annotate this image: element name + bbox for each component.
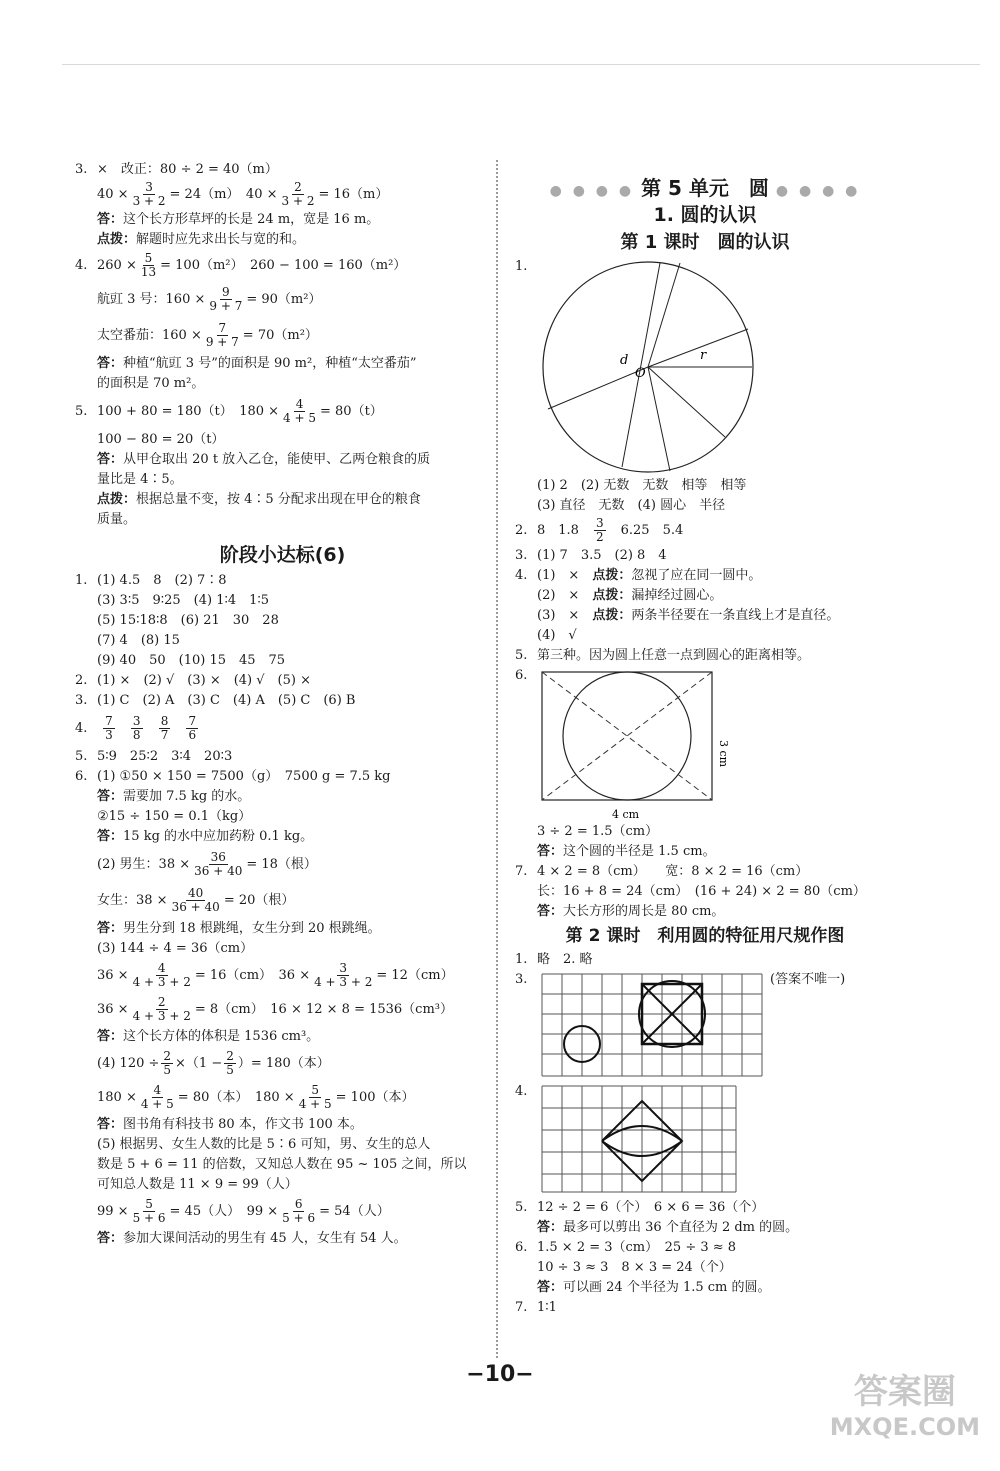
s1-row5: (9) 40 50 (10) 15 45 75 — [97, 653, 286, 668]
s6-a2: 答：需要加 7.5 kg 的水。 — [97, 789, 251, 804]
p5-answer2: 量比是 4∶5。 — [97, 472, 183, 487]
q7-line2: 长：16 + 8 = 24（cm） (16 + 24) × 2 = 80（cm） — [537, 884, 866, 899]
page-number: −10− — [466, 1362, 534, 1387]
q1-row2: (3) 直径 无数 (4) 圆心 半径 — [537, 498, 726, 513]
p3-line2: 40 × $\frac{3}{3 + 2}$ = 24（m） 40 × $\frac{2}{3 + 2}$ = 16（m） — [97, 180, 389, 208]
s6-e2: 数是 5 + 6 = 11 的倍数，又知总人数在 95 ~ 105 之间，所以 — [97, 1157, 467, 1172]
s1-row2: (3) 3∶5 9∶25 (4) 1∶4 1∶5 — [97, 593, 270, 608]
s1-row4: (7) 4 (8) 15 — [97, 633, 180, 648]
p5-line2: 100 − 80 = 20（t） — [97, 432, 225, 447]
circle-figure — [540, 259, 760, 474]
label-r: r — [700, 348, 707, 363]
label-d: d — [620, 353, 629, 368]
r7-row: 7. 1∶1 — [515, 1300, 557, 1315]
s1-row1: 1. (1) 4.5 8 (2) 7∶8 — [75, 573, 227, 588]
r5-line1: 5. 12 ÷ 2 = 6（个） 6 × 6 = 36（个） — [515, 1200, 765, 1215]
p3-line1: 3. × 改正：80 ÷ 2 = 40（m） — [75, 162, 278, 177]
unit-title: ● ● ● ● 第 5 单元 圆 ● ● ● ● — [549, 176, 861, 200]
s6-c4: 36 × $\frac{2}{4 + 3 + 2}$ = 8（cm） 16 × 12 × 8 = 1536（cm³） — [97, 995, 453, 1023]
s6-e6: 答：参加大课间活动的男生有 45 人，女生有 54 人。 — [97, 1231, 407, 1246]
q4-row2: (2) × 点拨：漏掉经过圆心。 — [537, 588, 723, 603]
s6-e3: 可知总人数是 11 × 9 = 99（人） — [97, 1177, 298, 1192]
p3-tip: 点拨：解题时应先求出长与宽的和。 — [97, 232, 306, 247]
lesson1-title: 第 1 课时 圆的认识 — [620, 232, 790, 253]
s6-d1: (4) 120 ÷ $\frac{2}{5}$ ×（1 − $\frac{2}{5}$ ）= 180（本） — [97, 1049, 330, 1077]
label-o: O — [635, 366, 646, 381]
q6-answer: 答：这个圆的半径是 1.5 cm。 — [537, 844, 716, 859]
p5-line1: 5. 100 + 80 = 180（t） 180 × $\frac{4}{4 + 5}$ = 80（t） — [75, 397, 383, 425]
s6-a1: 6. (1) ①50 × 150 = 7500（g） 7500 g = 7.5 kg — [75, 769, 391, 784]
q1-num: 1. — [515, 259, 528, 274]
s1-row3: (5) 15∶18∶8 (6) 21 30 28 — [97, 613, 279, 628]
s6-b1: (2) 男生：38 × $\frac{36}{36 + 40}$ = 18（根） — [97, 850, 317, 878]
p5-tip2: 质量。 — [97, 512, 137, 527]
q3-row: 3. (1) 7 3.5 (2) 8 4 — [515, 548, 667, 563]
top-rule — [62, 64, 980, 65]
s6-d3: 180 × $\frac{4}{4 + 5}$ = 80（本） 180 × $\frac{5}{4 + 5}$ = 100（本） — [97, 1083, 415, 1111]
r3-row: 3. (答案不唯一) — [515, 972, 846, 987]
q4-row4: (4) √ — [537, 628, 577, 643]
q2-row: 2. 8 1.8 $\frac{3}{2}$ 6.25 5.4 — [515, 516, 684, 544]
s6-e1: (5) 根据男、女生人数的比是 5∶6 可知，男、女生的总人 — [97, 1137, 431, 1152]
r1-row: 1. 略 2. 略 — [515, 952, 593, 967]
q7-answer: 答：大长方形的周长是 80 cm。 — [537, 904, 725, 919]
s4-row: 4. $\frac{7}{3}$ $\frac{3}{8}$ $\frac{8}{7}$ $\frac{7}{6}$ — [75, 714, 197, 742]
label-width: 4 cm — [612, 808, 640, 820]
p4-line3: 太空番茄：160 × $\frac{7}{9 + 7}$ = 70（m²） — [97, 321, 318, 349]
s5-row: 5. 5∶9 25∶2 3∶4 20∶3 — [75, 749, 233, 764]
column-divider — [496, 160, 498, 1358]
label-height: 3 cm — [717, 740, 730, 768]
s2-row: 2. (1) × (2) √ (3) × (4) √ (5) × — [75, 673, 311, 688]
lesson2-title: 第 2 课时 利用圆的特征用尺规作图 — [565, 926, 845, 946]
q6-line1: 3 ÷ 2 = 1.5（cm） — [537, 824, 659, 839]
s6-e4: 99 × $\frac{5}{5 + 6}$ = 45（人） 99 × $\frac{6}{5 + 6}$ = 54（人） — [97, 1197, 390, 1225]
p4-answer2: 的面积是 70 m²。 — [97, 376, 205, 391]
p4-answer1: 答：种植“航豇 3 号”的面积是 90 m²，种植“太空番茄” — [97, 356, 417, 371]
q6-num: 6. — [515, 668, 528, 683]
r5-answer: 答：最多可以剪出 36 个直径为 2 dm 的圆。 — [537, 1220, 799, 1235]
s6-b3: 答：男生分到 18 根跳绳，女生分到 20 根跳绳。 — [97, 921, 381, 936]
r6-answer: 答：可以画 24 个半径为 1.5 cm 的圆。 — [537, 1280, 771, 1295]
r6-line2: 10 ÷ 3 ≈ 3 8 × 3 = 24（个） — [537, 1260, 732, 1275]
p5-answer1: 答：从甲仓取出 20 t 放入乙仓，能使甲、乙两仓粮食的质 — [97, 452, 431, 467]
s6-a4: 答：15 kg 的水中应加药粉 0.1 kg。 — [97, 829, 314, 844]
s6-c5: 答：这个长方体的体积是 1536 cm³。 — [97, 1029, 320, 1044]
rect-circle-figure — [540, 670, 750, 820]
q7-line1: 7. 4 × 2 = 8（cm） 宽：8 × 2 = 16（cm） — [515, 864, 809, 879]
watermark-logo: 答案圈 MXQE.COM — [829, 1372, 980, 1441]
s6-d5: 答：图书角有科技书 80 本，作文书 100 本。 — [97, 1117, 363, 1132]
q5-row: 5. 第三种。因为圆上任意一点到圆心的距离相等。 — [515, 648, 811, 663]
left-column — [75, 160, 490, 1249]
q4-row3: (3) × 点拨：两条半径要在一条直线上才是直径。 — [537, 608, 840, 623]
right-column — [515, 172, 895, 1318]
q4-row1: 4. (1) × 点拨：忽视了应在同一圆中。 — [515, 568, 762, 583]
p3-answer: 答：这个长方形草坪的长是 24 m，宽是 16 m。 — [97, 212, 380, 227]
r4-num: 4. — [515, 1084, 528, 1099]
section-title: 阶段小达标(6) — [219, 544, 346, 566]
s6-c2: 36 × $\frac{4}{4 + 3 + 2}$ = 16（cm） 36 × $\frac{3}{4 + 3 + 2}$ = 12（cm） — [97, 961, 454, 989]
s6-b2: 女生：38 × $\frac{40}{36 + 40}$ = 20（根） — [97, 886, 295, 914]
r6-line1: 6. 1.5 × 2 = 3（cm） 25 ÷ 3 ≈ 8 — [515, 1240, 737, 1255]
s6-c1: (3) 144 ÷ 4 = 36（cm） — [97, 941, 254, 956]
p5-tip1: 点拨：根据总量不变，按 4∶5 分配求出现在甲仓的粮食 — [97, 492, 421, 507]
p4-line2: 航豇 3 号：160 × $\frac{9}{9 + 7}$ = 90（m²） — [97, 285, 322, 313]
subsection-title: 1. 圆的认识 — [653, 204, 757, 226]
s6-a3: ②15 ÷ 150 = 0.1（kg） — [97, 809, 252, 824]
s3-row: 3. (1) C (2) A (3) C (4) A (5) C (6) B — [75, 693, 356, 708]
q1-row1: (1) 2 (2) 无数 无数 相等 相等 — [537, 478, 747, 493]
p4-line1: 4. 260 × $\frac{5}{13}$ = 100（m²） 260 − 100 = 160（m²） — [75, 251, 407, 279]
